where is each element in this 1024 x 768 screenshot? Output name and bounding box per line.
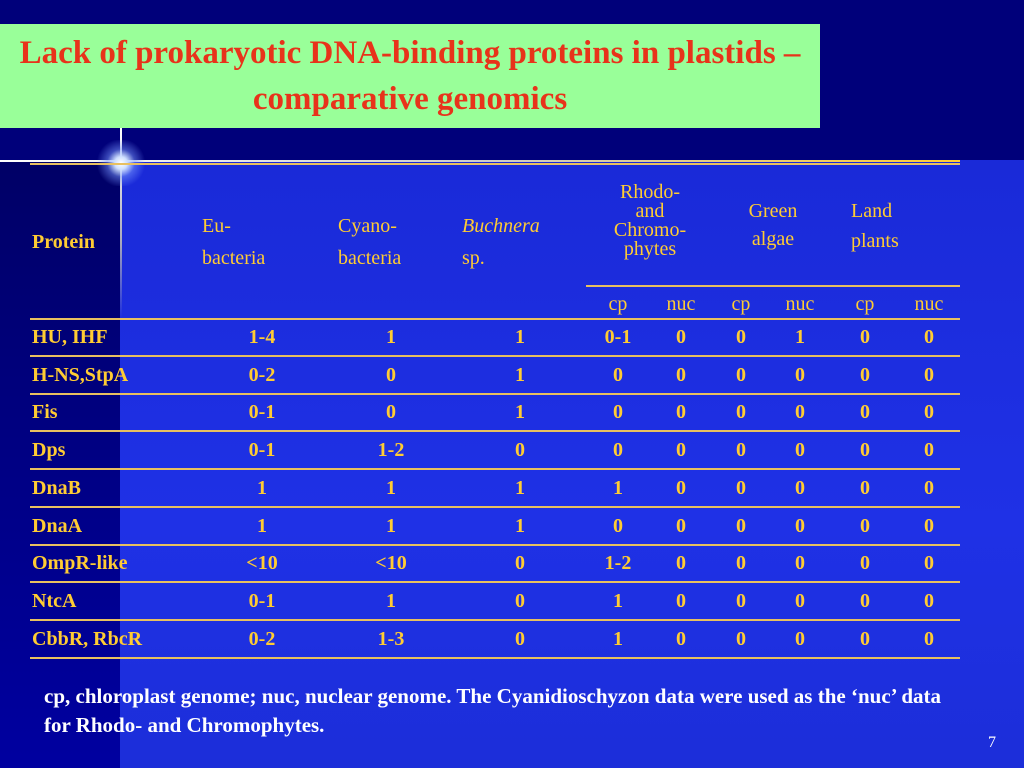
- table-cell: 0: [924, 627, 934, 650]
- row-rule: [30, 581, 960, 583]
- table-cell: 1: [613, 589, 623, 612]
- table-cell: 0: [515, 552, 525, 575]
- row-protein-name: NtcA: [32, 589, 77, 612]
- header-green-line1: Green: [748, 200, 798, 222]
- header-rhodo-line2: and: [635, 200, 665, 222]
- table-cell: 0: [613, 514, 623, 537]
- table-cell: 1: [386, 326, 396, 348]
- table-cell: 1-3: [377, 627, 405, 650]
- slide-title: Lack of prokaryotic DNA-binding proteins in plastids – comparative genomics: [19, 35, 801, 117]
- table-cell: 0: [676, 439, 686, 462]
- table-cell: 0: [736, 627, 746, 650]
- table-cell: 1: [257, 476, 267, 499]
- table-cell: 0: [924, 476, 934, 499]
- table-cell: 0: [613, 401, 623, 424]
- row-protein-name: DnaA: [32, 514, 83, 537]
- table-cell: 0: [736, 401, 746, 424]
- header-rhodo-line1: Rhodo-: [620, 181, 680, 203]
- table-cell: 1: [386, 514, 396, 537]
- table-cell: 0: [924, 363, 934, 386]
- table-cell: 1: [515, 476, 525, 499]
- table-cell: 0: [613, 439, 623, 462]
- table-cell: 0: [860, 439, 870, 462]
- table-cell: 1: [515, 363, 525, 386]
- table-cell: 0-1: [248, 439, 276, 462]
- row-protein-name: Fis: [32, 401, 58, 424]
- table-cell: 0: [676, 589, 686, 612]
- table-cell: 1: [515, 326, 525, 348]
- table-cell: 0: [676, 627, 686, 650]
- table-cell: <10: [375, 552, 407, 575]
- header-green-line2: algae: [751, 228, 795, 250]
- table-cell: 0: [795, 627, 805, 650]
- subheader-nuc: nuc: [914, 293, 944, 315]
- table-cell: 0: [924, 589, 934, 612]
- table-cell: 1: [515, 401, 525, 424]
- table-cell: 1: [386, 589, 396, 612]
- table-cell: 0: [676, 326, 686, 348]
- table-cell: 0: [860, 476, 870, 499]
- row-protein-name: CbbR, RbcR: [32, 627, 143, 650]
- table-cell: 0: [795, 552, 805, 575]
- row-rule: [30, 355, 960, 357]
- table-cell: 1: [613, 476, 623, 499]
- table-cell: 0: [676, 363, 686, 386]
- table-cell: 0: [860, 514, 870, 537]
- header-rhodo-line4: phytes: [623, 238, 677, 260]
- table-cell: 0: [860, 363, 870, 386]
- table-cell: 0: [386, 401, 396, 424]
- table-cell: 0: [860, 589, 870, 612]
- table-cell: 0: [736, 476, 746, 499]
- row-rule: [30, 393, 960, 395]
- table-cell: 0: [386, 363, 396, 386]
- table-cell: 0: [736, 326, 746, 348]
- table-cell: 0: [795, 589, 805, 612]
- row-rule: [30, 619, 960, 621]
- row-rule: [30, 506, 960, 508]
- table-cell: 1-2: [377, 439, 405, 462]
- table-cell: 0-1: [248, 589, 276, 612]
- table-cell: 0: [515, 627, 525, 650]
- table-cell: 1-4: [248, 326, 276, 348]
- row-protein-name: HU, IHF: [32, 326, 108, 348]
- subheader-cp: cp: [608, 293, 628, 315]
- footnote: cp, chloroplast genome; nuc, nuclear genome. The Cyanidioschyzon data were used as the ‘nuc’ data for Rhodo- and Chromophytes.: [44, 684, 941, 737]
- table-cell: 0: [860, 552, 870, 575]
- table-cell: 0: [860, 401, 870, 424]
- header-land-line1: Land: [851, 200, 893, 222]
- table-cell: 0: [924, 552, 934, 575]
- header-rhodo-line3: Chromo-: [613, 219, 687, 241]
- header-cyanobacteria-line2: bacteria: [338, 247, 402, 269]
- table-cell: 0-2: [248, 363, 276, 386]
- subheader-cp: cp: [855, 293, 875, 315]
- table-cell: 1: [515, 514, 525, 537]
- header-protein: Protein: [32, 231, 95, 253]
- row-rule: [30, 468, 960, 470]
- table-cell: 1: [795, 326, 805, 348]
- table-cell: 0: [676, 514, 686, 537]
- page-number: 7: [988, 734, 996, 751]
- subheader-nuc: nuc: [666, 293, 696, 315]
- table-cell: 0: [924, 401, 934, 424]
- table-cell: 0: [515, 439, 525, 462]
- table-cell: 0: [676, 552, 686, 575]
- row-protein-name: OmpR-like: [32, 552, 128, 575]
- table-cell: 0: [795, 476, 805, 499]
- table-cell: 0: [515, 589, 525, 612]
- table-cell: 0: [736, 363, 746, 386]
- row-rule: [30, 430, 960, 432]
- table-subheader-rule: [586, 285, 960, 287]
- title-box: [0, 24, 820, 128]
- table-cell: 0: [795, 439, 805, 462]
- table-cell: 0-1: [604, 326, 632, 348]
- table-cell: 0: [795, 401, 805, 424]
- table-cell: 0: [676, 476, 686, 499]
- table-top-rule: [30, 163, 960, 165]
- subheader-cp: cp: [731, 293, 751, 315]
- table-cell: 0: [795, 363, 805, 386]
- header-eubacteria-line1: Eu-: [202, 215, 231, 237]
- header-land-line2: plants: [851, 230, 899, 252]
- table-cell: 1: [613, 627, 623, 650]
- table-cell: 0: [736, 514, 746, 537]
- table-cell: 0-1: [248, 401, 276, 424]
- table-cell: 0: [613, 363, 623, 386]
- table-cell: 0: [924, 514, 934, 537]
- table-cell: 0: [795, 514, 805, 537]
- table-cell: 0: [860, 326, 870, 348]
- row-protein-name: H-NS,StpA: [32, 363, 129, 386]
- row-protein-name: DnaB: [32, 476, 81, 499]
- header-buchnera-line2: sp.: [462, 247, 485, 269]
- table-cell: 0: [924, 326, 934, 348]
- table-cell: 0: [736, 589, 746, 612]
- row-protein-name: Dps: [32, 439, 66, 462]
- table-cell: 1: [386, 476, 396, 499]
- row-rule: [30, 657, 960, 659]
- header-cyanobacteria-line1: Cyano-: [338, 215, 397, 237]
- table-cell: 0-2: [248, 627, 276, 650]
- subheader-nuc: nuc: [785, 293, 815, 315]
- table-cell: 1: [257, 514, 267, 537]
- header-eubacteria-line2: bacteria: [202, 247, 266, 269]
- table-cell: 0: [736, 439, 746, 462]
- header-buchnera-line1: Buchnera: [462, 215, 540, 237]
- table-cell: 0: [736, 552, 746, 575]
- table-cell: 0: [676, 401, 686, 424]
- row-rule: [30, 544, 960, 546]
- table-cell: 1-2: [604, 552, 632, 575]
- table-header-rule: [30, 318, 960, 320]
- table-cell: <10: [246, 552, 278, 575]
- table-cell: 0: [860, 627, 870, 650]
- table-cell: 0: [924, 439, 934, 462]
